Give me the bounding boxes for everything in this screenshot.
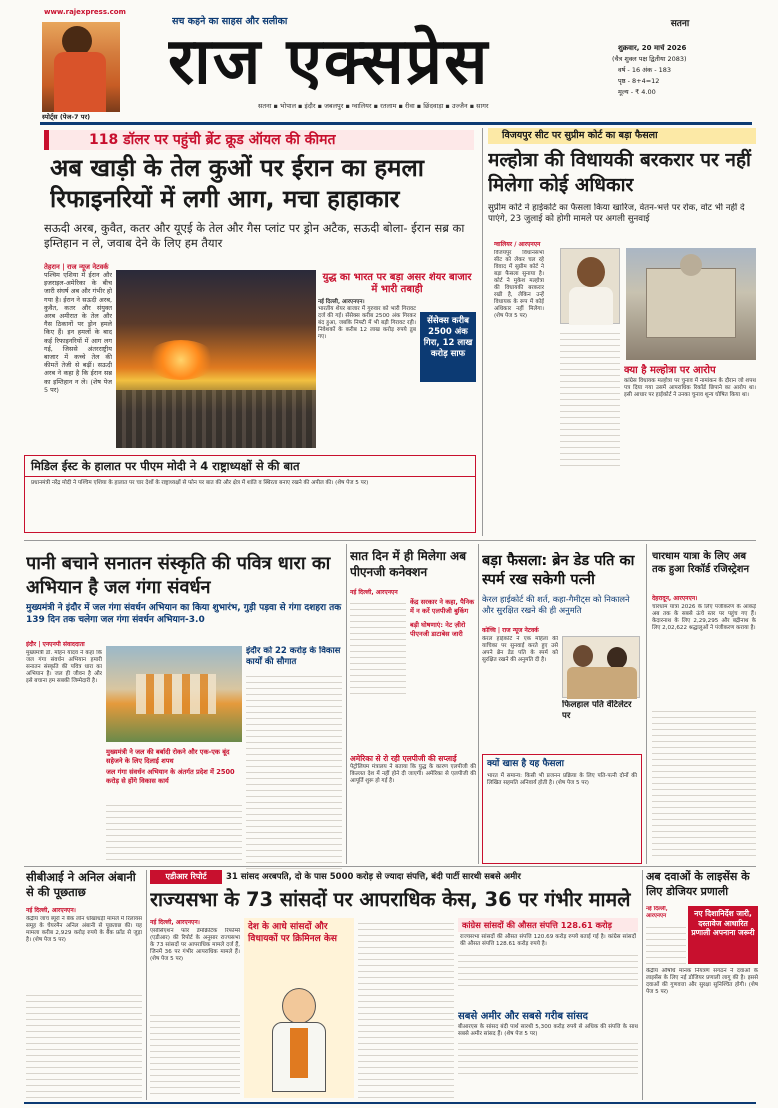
col-divider-top [482,128,483,536]
edition-8[interactable]: उज्जैन [451,102,468,110]
rich-body-lines [458,1038,638,1078]
politician-cartoon [266,988,332,1092]
refinery-fire-photo [116,270,316,448]
png-point-1: बड़ी घोषणाएं: नेट ज़ीरो पीएनजी डाटाबेस जारी [410,621,466,638]
medicine-dateline: नई दिल्ली, आरएनएन [646,906,668,919]
edition-5[interactable]: रतलाम [380,102,397,110]
png-subtitle[interactable]: अमेरिका से रो रही एलपीजी की सप्लाई [350,754,457,763]
newspaper-title: राज एक्सप्रेस [168,24,490,99]
kerala-subbox [482,754,642,864]
right-kicker [488,128,756,144]
site-url[interactable]: www.rajexpress.com [44,8,126,16]
meta-0: वर्ष - 16 अंक - 183 [618,66,672,74]
medicine-body: केंद्रीय औषधि मानक नियंत्रण संगठन ने दवाओं के लाइसेंस के लिए नई डोजियर प्रणाली लागू की है। इससे दवाओं की गुणवत्ता और सुरक्षा सुनिश्चित होगी। (शेष पेज 5 पर) [646,968,758,995]
edition-7[interactable]: छिंदवाड़ा [423,102,444,110]
sports-caption[interactable]: स्पोर्ट्स (पेज-7 पर) [42,113,91,121]
pm-body: प्रधानमंत्री नरेंद्र मोदी ने पश्चिम एशिया के हालात पर चार देशों के राष्ट्राध्यक्षों से फोन पर बात की और क्षेत्र में शांति व स्थिरता बनाए रखने की अपील की। (शेष पेज 5 पर) [31,480,369,486]
ganga-bullet-1: जल गंगा संवर्धन अभियान के अंतर्गत प्रदेश में 2500 करोड़ से होंगे विकास कार्य [106,768,235,785]
adr-headline[interactable]: राज्यसभा के 73 सांसदों पर आपराधिक केस, 36 पर गंभीर मामले [150,888,631,911]
ganga-bullets [106,748,242,785]
edition-0[interactable]: सतना [258,102,272,110]
right-kicker-text: विजयपुर सीट पर सुप्रीम कोर्ट का बड़ा फैसला [502,130,658,141]
congress-body-lines [458,950,638,990]
col-divider-cbi [146,870,147,1100]
kerala-boxtitle[interactable]: फिलहाल पति वेंटिलेटर पर [562,700,632,721]
cricketer-photo [42,22,120,112]
congress-box [458,918,638,990]
malhotra-portrait [560,248,620,324]
rich-body: बीआरएस के सांसद बंदी पार्थ सारथी 5,300 करोड़ रुपये से अधिक की संपत्ति के साथ सबसे अमीर सांसद हैं। (शेष पेज 5 पर) [458,1024,638,1037]
tagline: सच कहने का साहस और सलीका [172,16,288,27]
edition-1[interactable]: भोपाल [279,102,296,110]
couple-photo [562,636,640,698]
adr-body-col3 [358,918,454,1098]
sensex-box: सेंसेक्स करीब 2500 अंक गिरा, 12 लाख करोड़ साफ [420,312,476,382]
lead-headline-2[interactable]: रिफाइनरियों में लगी आग, मचा हाहाकार [50,185,400,213]
cbi-body: केंद्रीय जांच ब्यूरो ने बैंक लोन धोखाधड़ी मामले में रिलायंस समूह के चेयरमैन अनिल अंबानी से पूछताछ की। यह मामला करीब 2,929 करोड़ रुपये के बैंक फ्रॉड से जुड़ा है। (शेष पेज 5 पर) [26,916,142,943]
medicine-redbox: नए दिशानिर्देश जारी, दस्तावेज आधारित प्रणाली अपनाना जरूरी [688,906,758,964]
right-body: विजयपुर विधानसभा सीट को लेकर चल रहे विवाद में सुप्रीम कोर्ट ने बड़ा फैसला सुनाया है। कोर्ट ने मुकेश मल्होत्रा की विधायकी बरकरार रखी है, लेकिन उन्हें विधायक के रूप में कोई अधिकार नहीं मिलेगा। (शेष पेज 5 पर) [494,250,544,319]
congress-title[interactable]: कांग्रेस सांसदों की औसत संपत्ति 128.61 करोड़ [458,918,638,932]
cartoon-box [244,918,354,1098]
chardham-dateline: देहरादून, आरएनएन। [652,595,698,602]
edition-4[interactable]: ग्वालियर [351,102,372,110]
chardham-body-lines [652,706,756,860]
kerala-subbody: भारत में समान्य: किसी भी प्रजनन प्रक्रिया के लिए पति-पत्नी दोनों की लिखित सहमति अनिवार्य होती है। (शेष पेज 5 पर) [487,773,637,786]
lead-kicker-text: 118 डॉलर पर पहुंची ब्रेंट क्रूड ऑयल की कीमत [89,132,336,148]
png-point-0: केंद्र सरकार ने कहा, पैनिक में न करें एलपीजी बुकिंग [410,598,475,615]
adr-body-lines [150,1010,240,1098]
pm-title[interactable]: मिडिल ईस्ट के हालात पर पीएम मोदी ने 4 राष्ट्राध्यक्षों से की बात [25,456,475,477]
medicine-headline[interactable]: अब दवाओं के लाइसेंस के लिए डोजियर प्रणाली [646,870,750,898]
allegation-title[interactable]: क्या है मल्होत्रा पर आरोप [624,365,716,376]
png-subbox [350,754,476,785]
medicine-body-lines-a [646,922,686,964]
cbi-body-lines [26,990,142,1098]
allegation-box [624,364,756,496]
kerala-body: केरल हाईकोर्ट ने एक महिला की याचिका पर सुनवाई करते हुए उसे अपने ब्रेन डेड पति के स्पर्म को सुरक्षित रखने की अनुमति दी है। [482,636,558,663]
adr-dateline: नई दिल्ली, आरएनएन। [150,919,200,926]
footer-rule [24,1102,756,1104]
meta-1: पृष्ठ - 8+4=12 [618,77,660,85]
kerala-headline[interactable]: बड़ा फैसला: ब्रेन डेड पति का स्पर्म रख सकेगी पत्नी [482,553,635,588]
side-story [318,272,476,448]
ganga-deck: मुख्यमंत्री ने इंदौर में जल गंगा संवर्धन अभियान का किया शुभारंभ, गुड़ी पड़वा से गंगा दशहरा तक 139 दिन तक चलेगा जल गंगा संवर्धन अभियान-3.0 [26,603,342,625]
edition-list: सतना ▪ भोपाल ▪ इंदौर ▪ जबलपुर ▪ ग्वालियर ▪ रतलाम ▪ रीवा ▪ छिंदवाड़ा ▪ उज्जैन ▪ सागर [258,102,489,110]
allegation-body: कांग्रेस विधायक मल्होत्रा पर चुनाव में नामांकन के दौरान जो शपथ पत्र दिया गया उसमें आपराधिक रिकॉर्ड छिपाने का आरोप था। इसी आधार पर हाईकोर्ट ने उनका चुनाव शून्य घोषित किया था। [624,378,756,398]
right-headline[interactable]: मल्होत्रा की विधायकी बरकरार पर नहीं मिलेगा कोई अधिकार [488,149,751,196]
right-dateline: ग्वालियर / आरएनएन [494,241,541,248]
png-dateline: नई दिल्ली, आरएनएन [350,589,398,596]
section-rule-1 [24,540,756,541]
cm-water-campaign-photo [106,646,242,742]
rich-box [458,1010,638,1078]
side-dateline: नई दिल्ली, आरएनएन। [318,299,365,305]
ganga-bullet-0: मुख्यमंत्री ने जल की बर्बादी रोकने और एक-एक बूंद सहेजने के लिए दिलाई शपथ [106,748,230,765]
adr-tag: एडीआर रिपोर्ट [150,870,222,884]
chardham-body: चारधाम यात्रा 2026 के लिए पंजीकरण के आंकड़े अब तक के सबसे ऊंचे स्तर पर पहुंच गए हैं। केदारनाथ के लिए 2,29,295 और बद्रीनाथ के लिए 2,02,622 श्रद्धालुओं ने पंजीकरण कराया है। [652,604,756,631]
masthead [0,0,778,124]
ganga-subtitle[interactable]: इंदौर को 22 करोड़ के विकास कार्यों की सौगात [246,646,341,667]
side-title[interactable]: युद्ध का भारत पर बड़ा असर शेयर बाजार में भारी तबाही [322,272,472,295]
lead-headline-1[interactable]: अब खाड़ी के तेल कुओं पर ईरान का हमला [50,154,424,182]
pm-box [24,455,476,533]
section-rule-2 [24,866,756,867]
png-body-lines [350,598,406,698]
congress-body: राज्यसभा सांसदों की औसत संपत्ति 120.69 करोड़ रुपये बताई गई है। कांग्रेस सांसदों की औसत संपत्ति 128.61 करोड़ रुपये है। [460,934,636,947]
ganga-subbox [246,646,342,871]
right-body-col2 [560,328,620,470]
adr-body: एसोसिएशन फॉर डेमोक्रेटिक रिफॉर्म्स (एडीआर) की रिपोर्ट के अनुसार राज्यसभा के 73 सांसदों पर आपराधिक मामले दर्ज हैं, जिनमें 36 पर गंभीर आपराधिक मामले हैं। (शेष पेज 5 पर) [150,928,240,962]
meta-2: मूल्य - ₹ 4.00 [618,88,656,96]
lead-dateline: तेहरान | राज न्यूज नेटवर्क [44,263,109,271]
date-line: शुक्रवार, 20 मार्च 2026 [618,44,687,52]
side-body: भारतीय शेयर बाजार में गुरुवार को भारी गिरावट दर्ज की गई। सेंसेक्स करीब 2500 अंक गिरकर बंद हुआ, जबकि निफ्टी में भी बड़ी गिरावट रही। निवेशकों के करीब 12 लाख करोड़ रुपये डूब गए। [318,306,416,340]
png-subbody: पेट्रोलियम मंत्रालय ने बताया कि युद्ध के कारण एलपीजी की किल्लत देश में नहीं होने दी जाएगी। अमेरिका से एलपीजी की आपूर्ति शुरू हो गई है। [350,764,476,784]
masthead-rule [40,122,752,125]
rich-title[interactable]: सबसे अमीर और सबसे गरीब सांसद [458,1011,588,1022]
lead-kicker [44,130,474,150]
edition-9[interactable]: सागर [476,102,489,110]
edition-2[interactable]: इंदौर [304,102,316,110]
edition-6[interactable]: रीवा [405,102,415,110]
ganga-dateline: इंदौर | एनएनपी संवाददाता [26,641,85,648]
cbi-dateline: नई दिल्ली, आरएनएन। [26,907,76,914]
col-divider-png [478,544,479,864]
kerala-subtitle[interactable]: क्यों खास है यह फैसला [487,759,564,769]
edition-3[interactable]: जबलपुर [324,102,344,110]
ganga-sub-lines [246,671,342,871]
lead-deck: सऊदी अरब, कुवैत, कतर और यूएई के तेल और गैस प्लांट पर ड्रोन अटैक, सऊदी बोला- ईरान सब्र का इम्तिहान न ले, जवाब देने के लिए हम तैयार [44,221,465,250]
samvat-line: (चैत्र शुक्ल पक्ष द्वितीया 2083) [612,55,687,63]
supreme-court-photo [626,248,756,360]
kerala-deck: केरल हाईकोर्ट की शर्त, कहा-गैमीट्स को निकालने और सुरक्षित रखने की ही अनुमति [482,594,630,615]
chardham-headline[interactable]: चारधाम यात्रा के लिए अब तक हुआ रिकॉर्ड रजिस्ट्रेशन [652,551,750,575]
col-divider-kerala [646,544,647,864]
col-divider-ganga [346,544,347,864]
cbi-headline[interactable]: सीबीआई ने अनिल अंबानी से की पूछताछ [26,870,136,899]
cartoon-title[interactable]: देश के आधे सांसदों और विधायकों पर क्रिमिनल केस [248,922,337,944]
ganga-body: मुख्यमंत्री डॉ. मोहन यादव ने कहा कि जल गंगा संवर्धन अभियान हमारी सनातन संस्कृति की पवित्र धारा का अभियान है। जल ही जीवन है और इसे बचाना हम सबकी जिम्मेदारी है। [26,650,102,684]
png-points [410,598,476,638]
adr-kicker: 31 सांसद अरबपति, दो के पास 5000 करोड़ से ज्यादा संपत्ति, बंदी पार्टी सारथी सबसे अमीर [226,872,521,882]
col-divider-adr [642,870,643,1100]
png-headline[interactable]: सात दिन में ही मिलेगा अब पीएनजी कनेक्शन [350,549,467,579]
kerala-dateline: कोच्चि | राज न्यूज नेटवर्क [482,627,539,634]
ganga-body-col2 [106,800,242,862]
edition-city: सतना [670,19,690,29]
lead-body: पश्चिम एशिया में ईरान और इजराइल-अमेरिका के बीच जारी संघर्ष अब और गंभीर हो गया है। ईरान ने सऊदी अरब, कुवैत, कतर और संयुक्त अरब अमीरात के तेल और गैस ठिकानों पर ड्रोन हमले किए हैं। इन हमलों के बाद कई रिफाइनरियों में आग लग गई, जिससे अंतरराष्ट्रीय बाजार में कच्चे तेल की कीमतें तेजी से बढ़ीं। सऊदी अरब ने कहा है कि ईरान सब्र का इम्तिहान न ले। (शेष पेज 5 पर) [44,271,112,394]
right-deck: सुप्रीम कोर्ट ने हाईकोर्ट का फैसला किया खारिज, वेतन-भत्ते पर रोक, वोट भी नहीं दे पाएंगे, 23 जुलाई को होगी मामले पर अगली सुनवाई [488,203,745,224]
ganga-headline[interactable]: पानी बचाने सनातन संस्कृति की पवित्र धारा का अभियान है जल गंगा संवर्धन [26,553,331,598]
